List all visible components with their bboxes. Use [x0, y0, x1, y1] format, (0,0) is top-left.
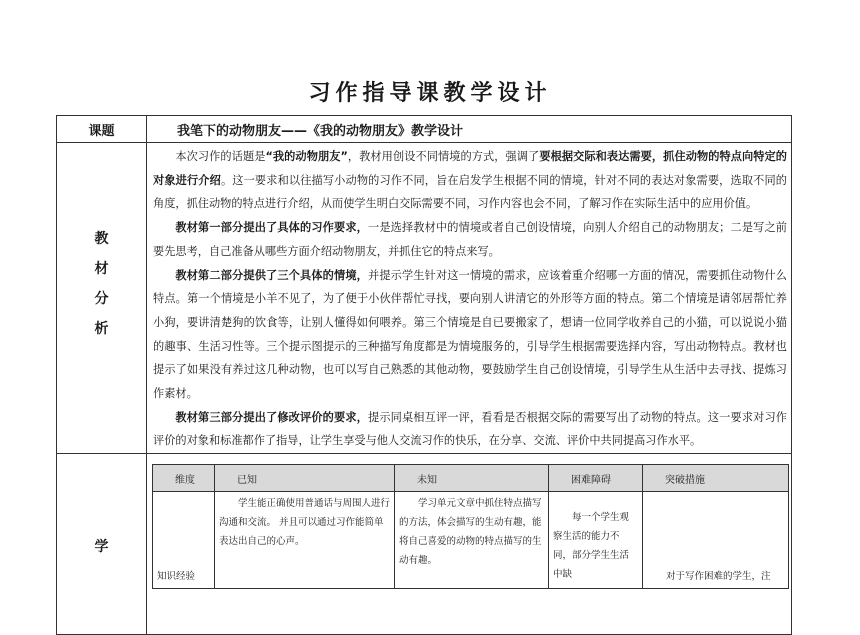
student-analysis-row: [57, 454, 792, 635]
header-dimension: 维度: [153, 465, 215, 492]
student-label-cell: [57, 454, 147, 635]
lesson-plan-table: [56, 115, 792, 635]
header-known: 已知: [215, 465, 395, 492]
document-title: 习作指导课教学设计: [308, 81, 552, 106]
header-difficulty: 困难障碍: [549, 465, 643, 492]
header-unknown: 未知: [395, 465, 549, 492]
analysis-label-char: 分: [94, 291, 109, 307]
cell-known: 学生能正确使用普通话与周围人进行沟通和交流。 并且可以通过习作能简单表达出自己的心声。: [215, 492, 395, 589]
analysis-content: [147, 143, 792, 454]
cell-unknown: 学习单元文章中抓住特点描写的方法，体会描写的生动有趣，能将自己喜爱的动物的特点描写的生动有趣。: [395, 492, 549, 589]
cell-difficulty: 每一个学生观察生活的能力不同，部分学生生活中缺: [549, 492, 643, 589]
cell-measure: 对于写作困难的学生，注: [643, 492, 789, 589]
cell-dimension: 知识经验: [153, 492, 215, 589]
header-measure: 突破措施: [643, 465, 789, 492]
student-table-row: [153, 492, 789, 589]
analysis-label-char: 析: [94, 321, 109, 337]
topic-label: 课题: [57, 116, 147, 143]
topic-row: [57, 116, 792, 143]
student-table-header: [153, 465, 789, 492]
student-label: 学: [94, 539, 109, 556]
analysis-paragraph-2: 教材第一部分提出了具体的习作要求，一是选择教材中的情境或者自己创设情境，向别人介绍自己的动物朋友；二是写之前要先思考，自己准备从哪些方面介绍动物朋友，并抓住它的特点来写。: [153, 221, 787, 258]
analysis-label-cell: [57, 143, 147, 454]
student-content-cell: [147, 454, 792, 635]
student-table: [152, 464, 789, 589]
topic-text: 我笔下的动物朋友——《我的动物朋友》教学设计: [147, 116, 792, 143]
analysis-label-char: 材: [94, 261, 109, 277]
analysis-label-char: 教: [94, 231, 109, 247]
analysis-row: [57, 143, 792, 454]
analysis-paragraph-3: 教材第二部分提供了三个具体的情境，并提示学生针对这一情境的需求，应该着重介绍哪一方面的情况，需要抓住动物什么特点。第一个情境是小羊不见了，为了便于小伙伴帮忙寻找，要向别人讲清它的外形等方面的特点。第二个情境是请邻居帮忙养小狗，要讲清楚狗的饮食等，让别人懂得如何喂养。第三个情境是自已要搬家了，想请一位同学收养自己的小猫，可以说说小猫的趣事、生活习性等。三个提示图提示的三种描写角度都是为情境服务的，引导学生根据需要选择内容，写出动物特点。教材也提示了如果没有养过这几种动物，也可以写自己熟悉的其他动物，要鼓励学生自己创设情境，引导学生从生活中去寻找、提炼习作素材。: [153, 268, 787, 401]
analysis-paragraph-4: 教材第三部分提出了修改评价的要求，提示同桌相互评一评，看看是否根据交际的需要写出了动物的特点。这一要求对习作评价的对象和标准都作了指导，让学生享受与他人交流习作的快乐，在分享、交流、评价中共同提高习作水平。: [153, 410, 787, 448]
analysis-paragraph-1: 本次习作的话题是“我的动物朋友”，教材用创设不同情境的方式，强调了要根据交际和表达需要，抓住动物的特点向特定的对象进行介绍。这一要求和以往描写小动物的习作不同，旨在启发学生根据不同的情境，针对不同的表达对象需要，选取不同的角度，抓住动物的特点进行介绍，从而使学生明白交际需要不同，习作内容也会不同，了解习作在实际生活中的应用价值。: [153, 150, 787, 211]
analysis-label: [57, 143, 146, 425]
